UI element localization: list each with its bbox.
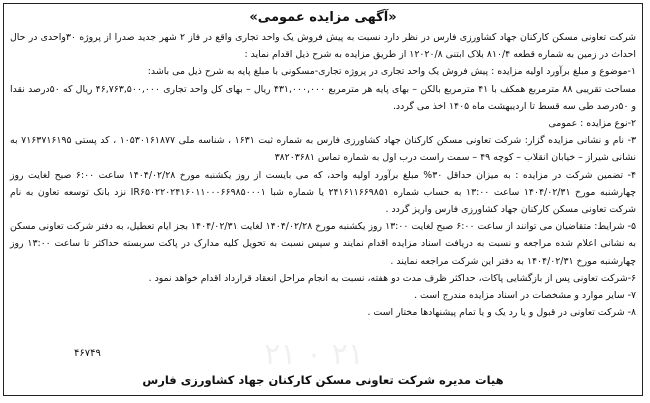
notice-title: «آگهی مزایده عمومی» xyxy=(249,10,397,25)
signature: هیات مدیره شرکت تعاونی مسکن کارکنان جهاد کشاورزی فارس xyxy=(142,373,504,387)
watermark xyxy=(194,334,434,374)
clause-2: ۲-نوع مزایده : عمومی xyxy=(548,118,636,130)
clause-8: ۸- شرکت تعاونی در قبول و یا رد یک و یا تمام پیشنهادها مختار است . xyxy=(367,307,636,319)
clause-7: ۷- سایر موارد و مشخصات در اسناد مزایده مندرج است . xyxy=(414,290,636,302)
clause-5: ۵- شرایط: متقاضیان می توانند از ساعت ۶:۰۰ صبح لغایت ۱۳:۰۰ روز یکشنبه مورخ ۱۴۰۴/۰۲/۲۸ لغایت ۱۴۰۴/۰۲/۳۱ بجز ایام تعطیل، به دفتر شرکت تعاونی مسکن به نشانی اعلام شده مراجعه و نسبت به دریافت اسناد مزایده اقدام نمایند و سپس نسبت به تحویل کلیه مدارک در پاکت سربسته حداکثر تا ساعت ۱۳:۰۰ روز چهارشنبه مورخ ۱۴۰۴/۰۲/۳۱ به دفتر این شرکت مراجعه نمایند . xyxy=(10,221,637,267)
clause-3: ۳- نام و نشانی مزایده گزار: شرکت تعاونی مسکن کارکنان جهاد کشاورزی فارس به شماره ثبت ۱۶۳۱ ، شناسه ملی ۱۰۵۳۰۱۶۱۸۷۷ ، کد پستی ۷۱۶۳۷۱۶۱۹۵ به نشانی شیراز – خیابان انقلاب – کوچه ۴۹ – سمت راست درب اول به شماره تماس ۳۸۲۰۳۶۸۱ xyxy=(10,135,637,164)
clause-1: ۱-موضوع و مبلغ برآورد اولیه مزایده : پیش فروش یک واحد تجاری در پروژه تجاری-مسکونی با مبلغ پایه به شرح ذیل می باشد: xyxy=(147,66,636,78)
notice-body xyxy=(10,29,636,321)
clause-1-details: مساحت تقریبی ۸۸ مترمربع همکف با ۴۱ مترمربع بالکن – بهای پایه هر مترمربع ۴۳۱,۰۰۰,۰۰۰ ریال – بهای کل واحد تجاری ۴۶,۷۶۳,۵۰۰,۰۰۰ ریال که ۵۰درصد نقدا و ۵۰درصد طی سه قسط تا اردیبهشت ماه ۱۴۰۵ اخذ می گردد. xyxy=(10,83,636,112)
reference-code: ۴۶۷۴۹ xyxy=(74,348,101,359)
svg-text:۲۱ ۰ ۲۱: ۲۱ ۰ ۲۱ xyxy=(264,337,364,372)
auction-notice xyxy=(3,3,643,396)
intro-paragraph: شرکت تعاونی مسکن کارکنان جهاد کشاورزی فارس در نظر دارد نسبت به پیش فروش یک واحد تجاری واقع در فاز ۲ شهر جدید صدرا از پروژه ۳۰واحدی در حال احداث در زمین به شماره قطعه ۸۱۰/۴ بلاک ابتنی ۱۲۰۲۰/۸ از طریق مزایده به شرح ذیل اقدام نماید : xyxy=(10,32,636,61)
clause-6: ۶-شرکت تعاونی پس از بازگشایی پاکات، حداکثر ظرف مدت دو هفته، نسبت به انجام مراحل انعقاد قرارداد اقدام خواهد نمود . xyxy=(148,272,636,284)
clause-4: ۴- تضمین شرکت در مزایده : به میزان حداقل ۳۰% مبلغ برآورد اولیه واحد، که می بایست از روز یکشنبه مورخ ۱۴۰۴/۰۲/۲۸ ساعت ۶:۰۰ صبح لغایت روز چهارشنبه مورخ ۱۴۰۴/۰۲/۳۱ ساعت ۱۳:۰۰ به حساب شماره ۲۴۱۶۱۱۶۶۹۸۵۱ یا شماره شبا IR۶۵۰۲۲۰۲۴۱۶۰۱۱۰۰۰۶۶۹۸۵۰۰۰۱ نزد بانک توسعه تعاون به نام شرکت تعاونی مسکن کارکنان جهاد کشاورزی فارس واریز گردد . xyxy=(10,169,637,216)
